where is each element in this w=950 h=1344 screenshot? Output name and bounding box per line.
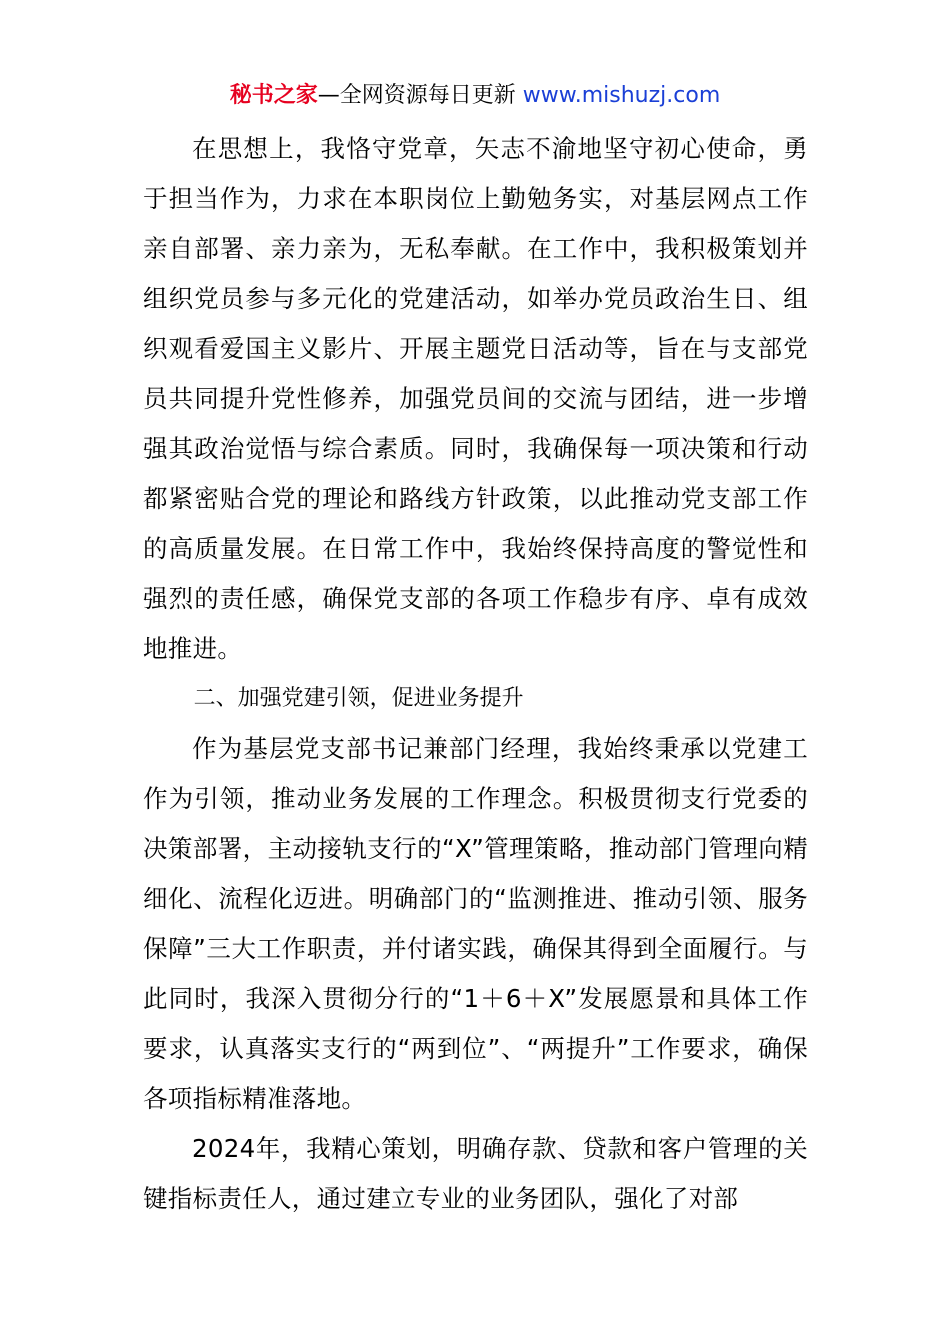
paragraph-ideology: 在思想上，我恪守党章，矢志不渝地坚守初心使命，勇于担当作为，力求在本职岗位上勤勉务实，对基层网点工作亲自部署、亲力亲为，无私奉献。在工作中，我积极策划并组织党员参与多元化的党建活动，如举办党员政治生日、组织观看爱国主义影片、开展主题党日活动等，旨在与支部党员共同提升党性修养，加强党员间的交流与团结，进一步增强其政治觉悟与综合素质。同时，我确保每一项决策和行动都紧密贴合党的理论和路线方针政策，以此推动党支部工作的高质量发展。在日常工作中，我始终保持高度的警觉性和强烈的责任感，确保党支部的各项工作稳步有序、卓有成效地推进。 (143, 134, 808, 663)
paragraph-2024: 2024年，我精心策划，明确存款、贷款和客户管理的关键指标责任人，通过建立专业的业务团队，强化了对部 (143, 1134, 808, 1213)
site-brand: 秘书之家 (229, 83, 318, 108)
paragraph-party-leadership: 作为基层党支部书记兼部门经理，我始终秉承以党建工作为引领，推动业务发展的工作理念。积极贯彻支行党委的决策部署，主动接轨支行的“X”管理策略，推动部门管理向精细化、流程化迈进。明确部门的“监测推进、推动引领、服务保障”三大工作职责，并付诸实践，确保其得到全面履行。与此同时，我深入贯彻分行的“1＋6＋X”发展愿景和具体工作要求，认真落实支行的“两到位”、“两提升”工作要求，确保各项指标精准落地。 (143, 734, 808, 1113)
site-url-link[interactable]: www.mishuzj.com (522, 83, 721, 108)
page-header (0, 80, 950, 112)
site-tagline: —全网资源每日更新 (317, 83, 516, 108)
section-heading-2: 二、加强党建引领，促进业务提升 (193, 686, 524, 711)
document-body (143, 124, 808, 1224)
